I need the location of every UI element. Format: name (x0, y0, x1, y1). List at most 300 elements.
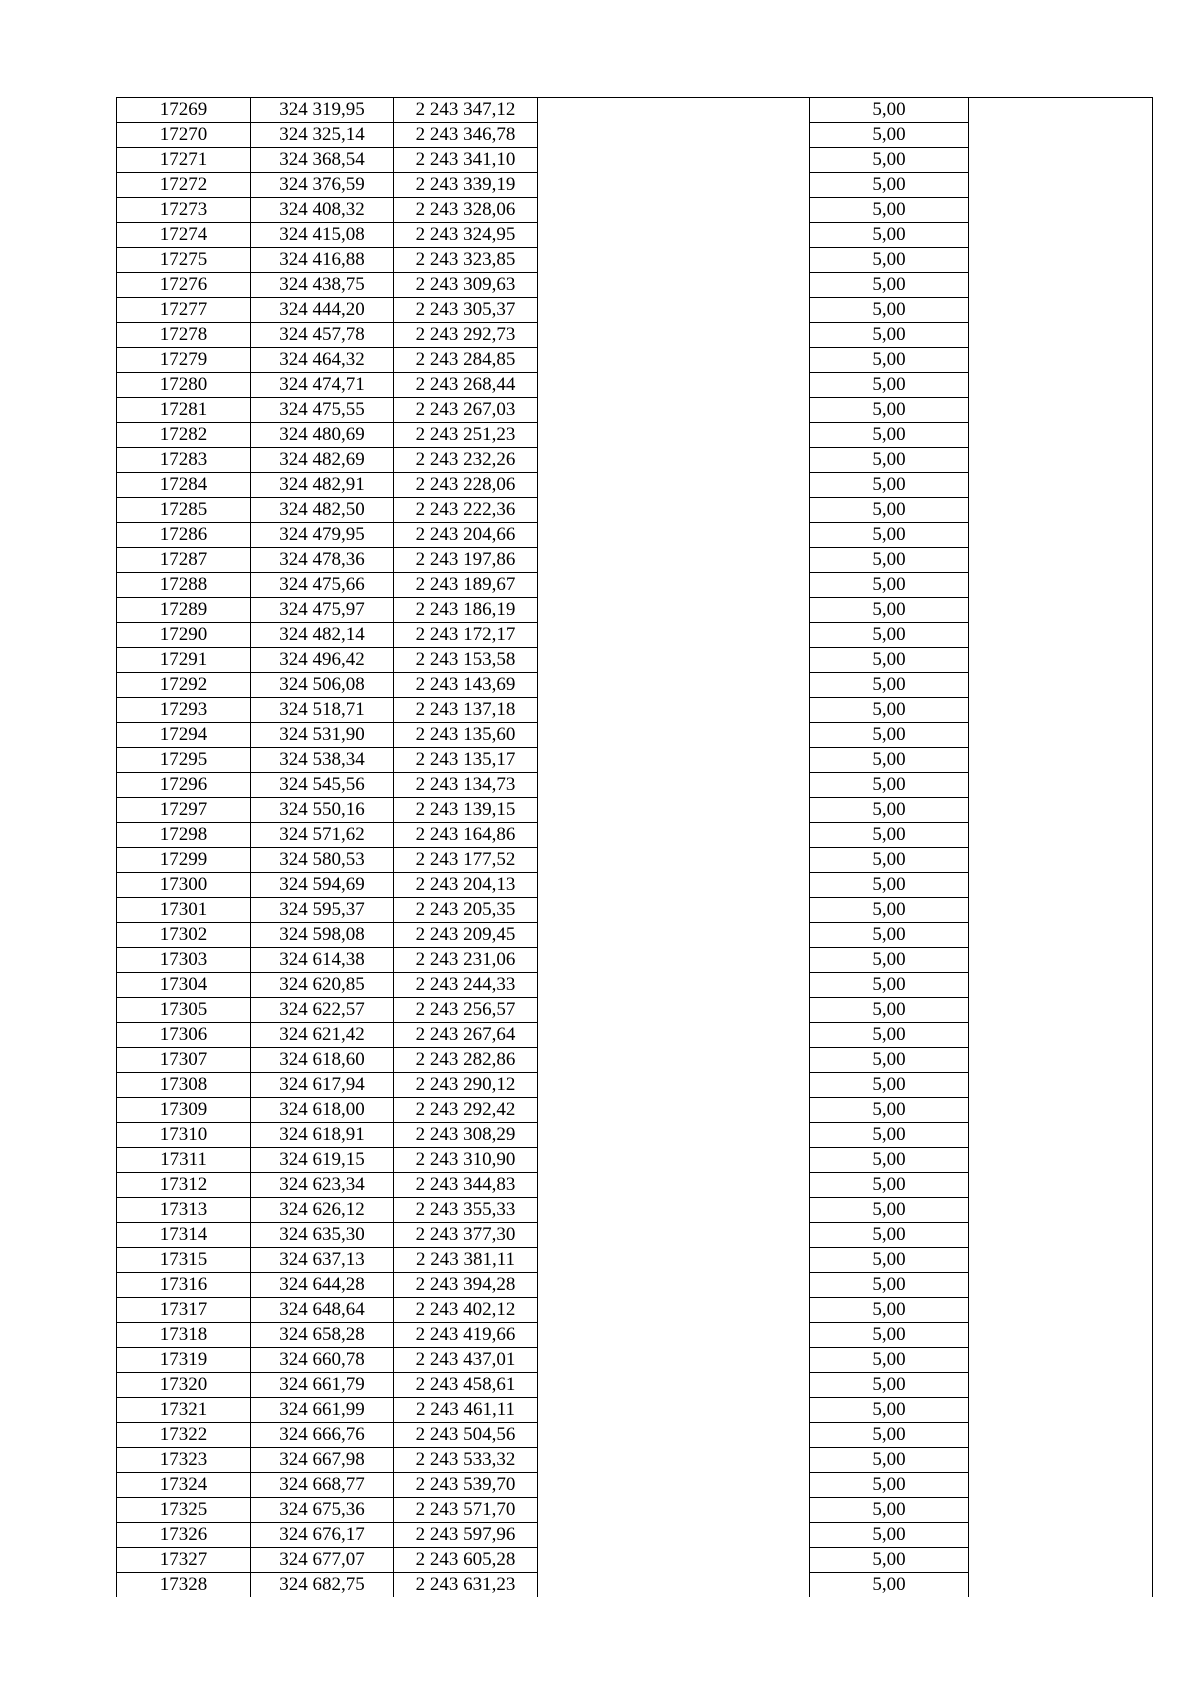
y-coordinate-cell: 2 243 282,86 (394, 1048, 538, 1073)
x-coordinate-cell: 324 538,34 (251, 748, 394, 773)
empty-cell (969, 1498, 1153, 1523)
y-coordinate-cell: 2 243 539,70 (394, 1473, 538, 1498)
value-cell: 5,00 (810, 1023, 969, 1048)
y-coordinate-cell: 2 243 504,56 (394, 1423, 538, 1448)
table-row (117, 723, 1153, 748)
x-coordinate-cell: 324 408,32 (251, 198, 394, 223)
y-coordinate-cell: 2 243 197,86 (394, 548, 538, 573)
x-coordinate-cell: 324 482,91 (251, 473, 394, 498)
point-number-cell: 17307 (117, 1048, 251, 1073)
y-coordinate-cell: 2 243 228,06 (394, 473, 538, 498)
empty-cell (969, 1398, 1153, 1423)
empty-cell (538, 548, 810, 573)
point-number-cell: 17292 (117, 673, 251, 698)
x-coordinate-cell: 324 325,14 (251, 123, 394, 148)
table-row (117, 798, 1153, 823)
empty-cell (538, 898, 810, 923)
table-row (117, 373, 1153, 398)
empty-cell (969, 448, 1153, 473)
x-coordinate-cell: 324 518,71 (251, 698, 394, 723)
table-row (117, 673, 1153, 698)
table-row (117, 1348, 1153, 1373)
empty-cell (969, 1548, 1153, 1573)
empty-cell (969, 1273, 1153, 1298)
empty-cell (969, 623, 1153, 648)
table-row (117, 898, 1153, 923)
value-cell: 5,00 (810, 273, 969, 298)
table-row (117, 598, 1153, 623)
point-number-cell: 17298 (117, 823, 251, 848)
empty-cell (969, 473, 1153, 498)
value-cell: 5,00 (810, 1473, 969, 1498)
empty-cell (969, 348, 1153, 373)
empty-cell (969, 873, 1153, 898)
empty-cell (538, 273, 810, 298)
x-coordinate-cell: 324 623,34 (251, 1173, 394, 1198)
empty-cell (538, 998, 810, 1023)
y-coordinate-cell: 2 243 164,86 (394, 823, 538, 848)
x-coordinate-cell: 324 464,32 (251, 348, 394, 373)
empty-cell (969, 648, 1153, 673)
empty-cell (538, 573, 810, 598)
point-number-cell: 17287 (117, 548, 251, 573)
point-number-cell: 17306 (117, 1023, 251, 1048)
point-number-cell: 17286 (117, 523, 251, 548)
coordinates-table-body (117, 98, 1153, 1598)
empty-cell (538, 1298, 810, 1323)
point-number-cell: 17314 (117, 1223, 251, 1248)
empty-cell (538, 398, 810, 423)
value-cell: 5,00 (810, 148, 969, 173)
value-cell: 5,00 (810, 1498, 969, 1523)
table-row (117, 1273, 1153, 1298)
table-row (117, 1198, 1153, 1223)
empty-cell (969, 323, 1153, 348)
empty-cell (969, 548, 1153, 573)
empty-cell (538, 1098, 810, 1123)
value-cell: 5,00 (810, 1148, 969, 1173)
empty-cell (969, 673, 1153, 698)
value-cell: 5,00 (810, 473, 969, 498)
table-row (117, 948, 1153, 973)
value-cell: 5,00 (810, 973, 969, 998)
y-coordinate-cell: 2 243 308,29 (394, 1123, 538, 1148)
y-coordinate-cell: 2 243 143,69 (394, 673, 538, 698)
table-row (117, 873, 1153, 898)
y-coordinate-cell: 2 243 284,85 (394, 348, 538, 373)
value-cell: 5,00 (810, 448, 969, 473)
empty-cell (538, 123, 810, 148)
table-row (117, 998, 1153, 1023)
empty-cell (969, 498, 1153, 523)
point-number-cell: 17304 (117, 973, 251, 998)
empty-cell (969, 848, 1153, 873)
y-coordinate-cell: 2 243 268,44 (394, 373, 538, 398)
point-number-cell: 17289 (117, 598, 251, 623)
empty-cell (538, 823, 810, 848)
y-coordinate-cell: 2 243 244,33 (394, 973, 538, 998)
y-coordinate-cell: 2 243 209,45 (394, 923, 538, 948)
y-coordinate-cell: 2 243 309,63 (394, 273, 538, 298)
y-coordinate-cell: 2 243 381,11 (394, 1248, 538, 1273)
x-coordinate-cell: 324 618,00 (251, 1098, 394, 1123)
empty-cell (538, 323, 810, 348)
y-coordinate-cell: 2 243 605,28 (394, 1548, 538, 1573)
y-coordinate-cell: 2 243 135,60 (394, 723, 538, 748)
x-coordinate-cell: 324 620,85 (251, 973, 394, 998)
x-coordinate-cell: 324 444,20 (251, 298, 394, 323)
empty-cell (969, 998, 1153, 1023)
empty-cell (538, 873, 810, 898)
value-cell: 5,00 (810, 623, 969, 648)
x-coordinate-cell: 324 660,78 (251, 1348, 394, 1373)
empty-cell (969, 923, 1153, 948)
empty-cell (969, 1323, 1153, 1348)
point-number-cell: 17302 (117, 923, 251, 948)
point-number-cell: 17293 (117, 698, 251, 723)
table-row (117, 323, 1153, 348)
point-number-cell: 17320 (117, 1373, 251, 1398)
y-coordinate-cell: 2 243 135,17 (394, 748, 538, 773)
value-cell: 5,00 (810, 873, 969, 898)
point-number-cell: 17323 (117, 1448, 251, 1473)
table-row (117, 1423, 1153, 1448)
empty-cell (538, 1148, 810, 1173)
y-coordinate-cell: 2 243 458,61 (394, 1373, 538, 1398)
value-cell: 5,00 (810, 1048, 969, 1073)
x-coordinate-cell: 324 438,75 (251, 273, 394, 298)
point-number-cell: 17303 (117, 948, 251, 973)
y-coordinate-cell: 2 243 310,90 (394, 1148, 538, 1173)
point-number-cell: 17321 (117, 1398, 251, 1423)
value-cell: 5,00 (810, 1523, 969, 1548)
empty-cell (538, 598, 810, 623)
table-row (117, 1523, 1153, 1548)
table-row (117, 848, 1153, 873)
point-number-cell: 17270 (117, 123, 251, 148)
empty-cell (538, 223, 810, 248)
x-coordinate-cell: 324 478,36 (251, 548, 394, 573)
y-coordinate-cell: 2 243 256,57 (394, 998, 538, 1023)
x-coordinate-cell: 324 475,55 (251, 398, 394, 423)
value-cell: 5,00 (810, 1348, 969, 1373)
empty-cell (969, 898, 1153, 923)
value-cell: 5,00 (810, 673, 969, 698)
table-row (117, 548, 1153, 573)
value-cell: 5,00 (810, 248, 969, 273)
table-row (117, 1073, 1153, 1098)
point-number-cell: 17274 (117, 223, 251, 248)
y-coordinate-cell: 2 243 355,33 (394, 1198, 538, 1223)
empty-cell (538, 1023, 810, 1048)
x-coordinate-cell: 324 644,28 (251, 1273, 394, 1298)
empty-cell (969, 1023, 1153, 1048)
empty-cell (538, 1048, 810, 1073)
value-cell: 5,00 (810, 373, 969, 398)
empty-cell (969, 198, 1153, 223)
empty-cell (538, 373, 810, 398)
x-coordinate-cell: 324 618,60 (251, 1048, 394, 1073)
empty-cell (969, 973, 1153, 998)
table-row (117, 1173, 1153, 1198)
table-row (117, 1223, 1153, 1248)
table-row (117, 773, 1153, 798)
y-coordinate-cell: 2 243 571,70 (394, 1498, 538, 1523)
y-coordinate-cell: 2 243 134,73 (394, 773, 538, 798)
x-coordinate-cell: 324 531,90 (251, 723, 394, 748)
value-cell: 5,00 (810, 1548, 969, 1573)
table-row (117, 1123, 1153, 1148)
empty-cell (538, 498, 810, 523)
point-number-cell: 17324 (117, 1473, 251, 1498)
y-coordinate-cell: 2 243 323,85 (394, 248, 538, 273)
point-number-cell: 17282 (117, 423, 251, 448)
point-number-cell: 17276 (117, 273, 251, 298)
empty-cell (538, 1498, 810, 1523)
table-row (117, 1548, 1153, 1573)
empty-cell (538, 1573, 810, 1598)
empty-cell (538, 923, 810, 948)
point-number-cell: 17313 (117, 1198, 251, 1223)
table-row (117, 248, 1153, 273)
table-row (117, 273, 1153, 298)
x-coordinate-cell: 324 675,36 (251, 1498, 394, 1523)
table-row (117, 1248, 1153, 1273)
empty-cell (538, 1523, 810, 1548)
point-number-cell: 17271 (117, 148, 251, 173)
empty-cell (969, 723, 1153, 748)
x-coordinate-cell: 324 496,42 (251, 648, 394, 673)
y-coordinate-cell: 2 243 328,06 (394, 198, 538, 223)
value-cell: 5,00 (810, 1323, 969, 1348)
x-coordinate-cell: 324 622,57 (251, 998, 394, 1023)
x-coordinate-cell: 324 580,53 (251, 848, 394, 873)
empty-cell (969, 1523, 1153, 1548)
point-number-cell: 17281 (117, 398, 251, 423)
empty-cell (538, 348, 810, 373)
empty-cell (969, 98, 1153, 123)
table-row (117, 198, 1153, 223)
empty-cell (969, 423, 1153, 448)
point-number-cell: 17305 (117, 998, 251, 1023)
empty-cell (969, 698, 1153, 723)
coordinates-table (116, 97, 1153, 1597)
x-coordinate-cell: 324 661,79 (251, 1373, 394, 1398)
y-coordinate-cell: 2 243 533,32 (394, 1448, 538, 1473)
empty-cell (969, 273, 1153, 298)
y-coordinate-cell: 2 243 339,19 (394, 173, 538, 198)
empty-cell (538, 1398, 810, 1423)
empty-cell (538, 248, 810, 273)
point-number-cell: 17327 (117, 1548, 251, 1573)
empty-cell (538, 798, 810, 823)
y-coordinate-cell: 2 243 205,35 (394, 898, 538, 923)
value-cell: 5,00 (810, 1398, 969, 1423)
x-coordinate-cell: 324 475,66 (251, 573, 394, 598)
x-coordinate-cell: 324 482,14 (251, 623, 394, 648)
point-number-cell: 17301 (117, 898, 251, 923)
value-cell: 5,00 (810, 648, 969, 673)
table-row (117, 698, 1153, 723)
table-row (117, 1098, 1153, 1123)
table-row (117, 1473, 1153, 1498)
point-number-cell: 17316 (117, 1273, 251, 1298)
value-cell: 5,00 (810, 998, 969, 1023)
table-row (117, 148, 1153, 173)
value-cell: 5,00 (810, 98, 969, 123)
point-number-cell: 17308 (117, 1073, 251, 1098)
y-coordinate-cell: 2 243 347,12 (394, 98, 538, 123)
y-coordinate-cell: 2 243 292,42 (394, 1098, 538, 1123)
x-coordinate-cell: 324 482,69 (251, 448, 394, 473)
value-cell: 5,00 (810, 848, 969, 873)
y-coordinate-cell: 2 243 292,73 (394, 323, 538, 348)
value-cell: 5,00 (810, 1123, 969, 1148)
empty-cell (538, 1223, 810, 1248)
table-row (117, 398, 1153, 423)
empty-cell (538, 1373, 810, 1398)
empty-cell (969, 1423, 1153, 1448)
empty-cell (538, 198, 810, 223)
table-row (117, 1498, 1153, 1523)
empty-cell (969, 1123, 1153, 1148)
empty-cell (969, 773, 1153, 798)
point-number-cell: 17285 (117, 498, 251, 523)
value-cell: 5,00 (810, 1373, 969, 1398)
empty-cell (969, 798, 1153, 823)
empty-cell (538, 623, 810, 648)
empty-cell (969, 298, 1153, 323)
empty-cell (969, 148, 1153, 173)
x-coordinate-cell: 324 376,59 (251, 173, 394, 198)
table-row (117, 1298, 1153, 1323)
value-cell: 5,00 (810, 323, 969, 348)
x-coordinate-cell: 324 480,69 (251, 423, 394, 448)
point-number-cell: 17272 (117, 173, 251, 198)
value-cell: 5,00 (810, 948, 969, 973)
x-coordinate-cell: 324 571,62 (251, 823, 394, 848)
empty-cell (538, 748, 810, 773)
point-number-cell: 17322 (117, 1423, 251, 1448)
value-cell: 5,00 (810, 823, 969, 848)
y-coordinate-cell: 2 243 402,12 (394, 1298, 538, 1323)
y-coordinate-cell: 2 243 346,78 (394, 123, 538, 148)
x-coordinate-cell: 324 506,08 (251, 673, 394, 698)
value-cell: 5,00 (810, 298, 969, 323)
empty-cell (969, 1448, 1153, 1473)
empty-cell (538, 1323, 810, 1348)
table-row (117, 1323, 1153, 1348)
table-row (117, 498, 1153, 523)
value-cell: 5,00 (810, 773, 969, 798)
value-cell: 5,00 (810, 523, 969, 548)
point-number-cell: 17290 (117, 623, 251, 648)
value-cell: 5,00 (810, 498, 969, 523)
value-cell: 5,00 (810, 1073, 969, 1098)
value-cell: 5,00 (810, 723, 969, 748)
x-coordinate-cell: 324 619,15 (251, 1148, 394, 1173)
x-coordinate-cell: 324 482,50 (251, 498, 394, 523)
x-coordinate-cell: 324 475,97 (251, 598, 394, 623)
y-coordinate-cell: 2 243 377,30 (394, 1223, 538, 1248)
empty-cell (969, 1298, 1153, 1323)
point-number-cell: 17312 (117, 1173, 251, 1198)
x-coordinate-cell: 324 635,30 (251, 1223, 394, 1248)
value-cell: 5,00 (810, 398, 969, 423)
empty-cell (538, 648, 810, 673)
point-number-cell: 17291 (117, 648, 251, 673)
empty-cell (969, 1198, 1153, 1223)
y-coordinate-cell: 2 243 186,19 (394, 598, 538, 623)
empty-cell (969, 523, 1153, 548)
point-number-cell: 17315 (117, 1248, 251, 1273)
empty-cell (538, 673, 810, 698)
y-coordinate-cell: 2 243 461,11 (394, 1398, 538, 1423)
empty-cell (538, 298, 810, 323)
y-coordinate-cell: 2 243 231,06 (394, 948, 538, 973)
x-coordinate-cell: 324 676,17 (251, 1523, 394, 1548)
point-number-cell: 17326 (117, 1523, 251, 1548)
point-number-cell: 17300 (117, 873, 251, 898)
table-row (117, 473, 1153, 498)
table-row (117, 173, 1153, 198)
empty-cell (538, 1248, 810, 1273)
value-cell: 5,00 (810, 748, 969, 773)
y-coordinate-cell: 2 243 204,66 (394, 523, 538, 548)
y-coordinate-cell: 2 243 172,17 (394, 623, 538, 648)
table-row (117, 223, 1153, 248)
x-coordinate-cell: 324 637,13 (251, 1248, 394, 1273)
empty-cell (969, 1173, 1153, 1198)
table-row (117, 1148, 1153, 1173)
empty-cell (538, 848, 810, 873)
empty-cell (538, 148, 810, 173)
empty-cell (538, 423, 810, 448)
y-coordinate-cell: 2 243 394,28 (394, 1273, 538, 1298)
y-coordinate-cell: 2 243 631,23 (394, 1573, 538, 1598)
point-number-cell: 17269 (117, 98, 251, 123)
x-coordinate-cell: 324 667,98 (251, 1448, 394, 1473)
point-number-cell: 17277 (117, 298, 251, 323)
point-number-cell: 17273 (117, 198, 251, 223)
value-cell: 5,00 (810, 1248, 969, 1273)
empty-cell (538, 1173, 810, 1198)
empty-cell (969, 748, 1153, 773)
value-cell: 5,00 (810, 698, 969, 723)
empty-cell (538, 973, 810, 998)
value-cell: 5,00 (810, 1273, 969, 1298)
point-number-cell: 17294 (117, 723, 251, 748)
empty-cell (538, 1423, 810, 1448)
x-coordinate-cell: 324 621,42 (251, 1023, 394, 1048)
table-row (117, 1048, 1153, 1073)
empty-cell (969, 948, 1153, 973)
empty-cell (538, 1548, 810, 1573)
empty-cell (969, 823, 1153, 848)
y-coordinate-cell: 2 243 251,23 (394, 423, 538, 448)
x-coordinate-cell: 324 658,28 (251, 1323, 394, 1348)
table-row (117, 1448, 1153, 1473)
value-cell: 5,00 (810, 1098, 969, 1123)
empty-cell (538, 448, 810, 473)
empty-cell (969, 1098, 1153, 1123)
table-row (117, 823, 1153, 848)
x-coordinate-cell: 324 416,88 (251, 248, 394, 273)
point-number-cell: 17278 (117, 323, 251, 348)
y-coordinate-cell: 2 243 267,03 (394, 398, 538, 423)
empty-cell (969, 248, 1153, 273)
empty-cell (538, 723, 810, 748)
